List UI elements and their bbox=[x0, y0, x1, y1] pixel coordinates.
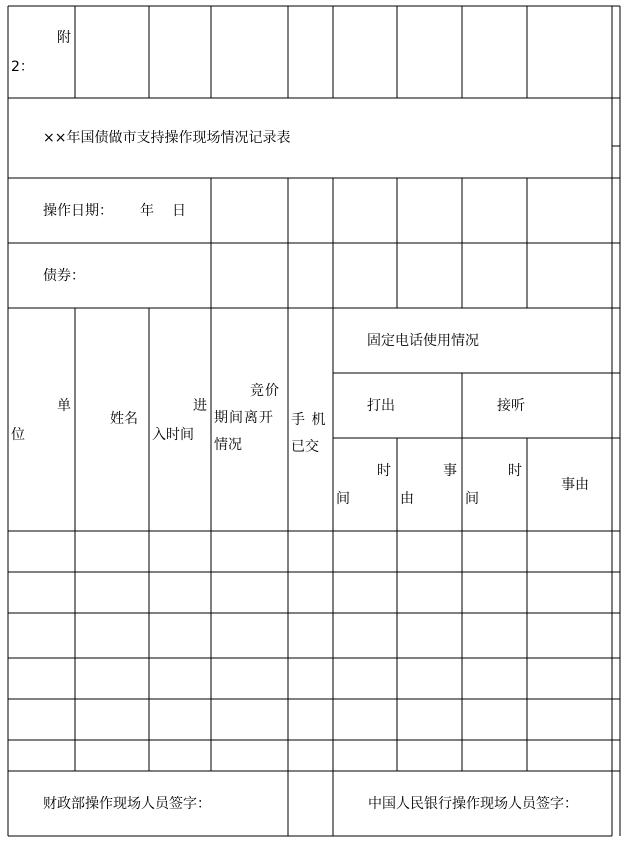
header-name: 姓名 bbox=[110, 411, 138, 427]
bond-label: 债券： bbox=[43, 268, 85, 284]
header-time-in-1: 时 bbox=[508, 463, 522, 479]
header-fixed-phone: 固定电话使用情况 bbox=[367, 333, 479, 349]
header-incoming: 接听 bbox=[497, 398, 525, 414]
header-unit-1: 单 bbox=[57, 398, 71, 414]
header-bid-3: 情况 bbox=[214, 437, 242, 453]
page-title: ××年国债做市支持操作现场情况记录表 bbox=[43, 130, 291, 146]
date-label: 操作日期： bbox=[43, 203, 113, 219]
header-reason-in: 事由 bbox=[561, 477, 589, 493]
header-unit-2: 位 bbox=[11, 427, 25, 443]
header-phone-1: 手 机 bbox=[291, 412, 327, 428]
header-entry-1: 进 bbox=[193, 398, 207, 414]
header-outgoing: 打出 bbox=[367, 398, 395, 414]
header-time-in-2: 间 bbox=[465, 491, 479, 507]
attachment-number: 2： bbox=[11, 59, 34, 75]
header-time-out-2: 间 bbox=[336, 491, 350, 507]
header-time-out-1: 时 bbox=[377, 463, 391, 479]
mof-signature-label: 财政部操作现场人员签字： bbox=[43, 796, 211, 812]
header-bid-2: 期间离开 bbox=[214, 410, 274, 426]
pboc-signature-label: 中国人民银行操作现场人员签字： bbox=[368, 796, 578, 812]
header-phone-2: 已交 bbox=[291, 439, 319, 455]
header-entry-2: 入时间 bbox=[152, 427, 194, 443]
header-bid-1: 竞价 bbox=[250, 383, 280, 399]
header-reason-out-1: 事 bbox=[443, 463, 457, 479]
date-day: 日 bbox=[172, 203, 186, 219]
date-year: 年 bbox=[140, 203, 154, 219]
attachment-label: 附 bbox=[57, 30, 71, 46]
header-reason-out-2: 由 bbox=[400, 491, 414, 507]
